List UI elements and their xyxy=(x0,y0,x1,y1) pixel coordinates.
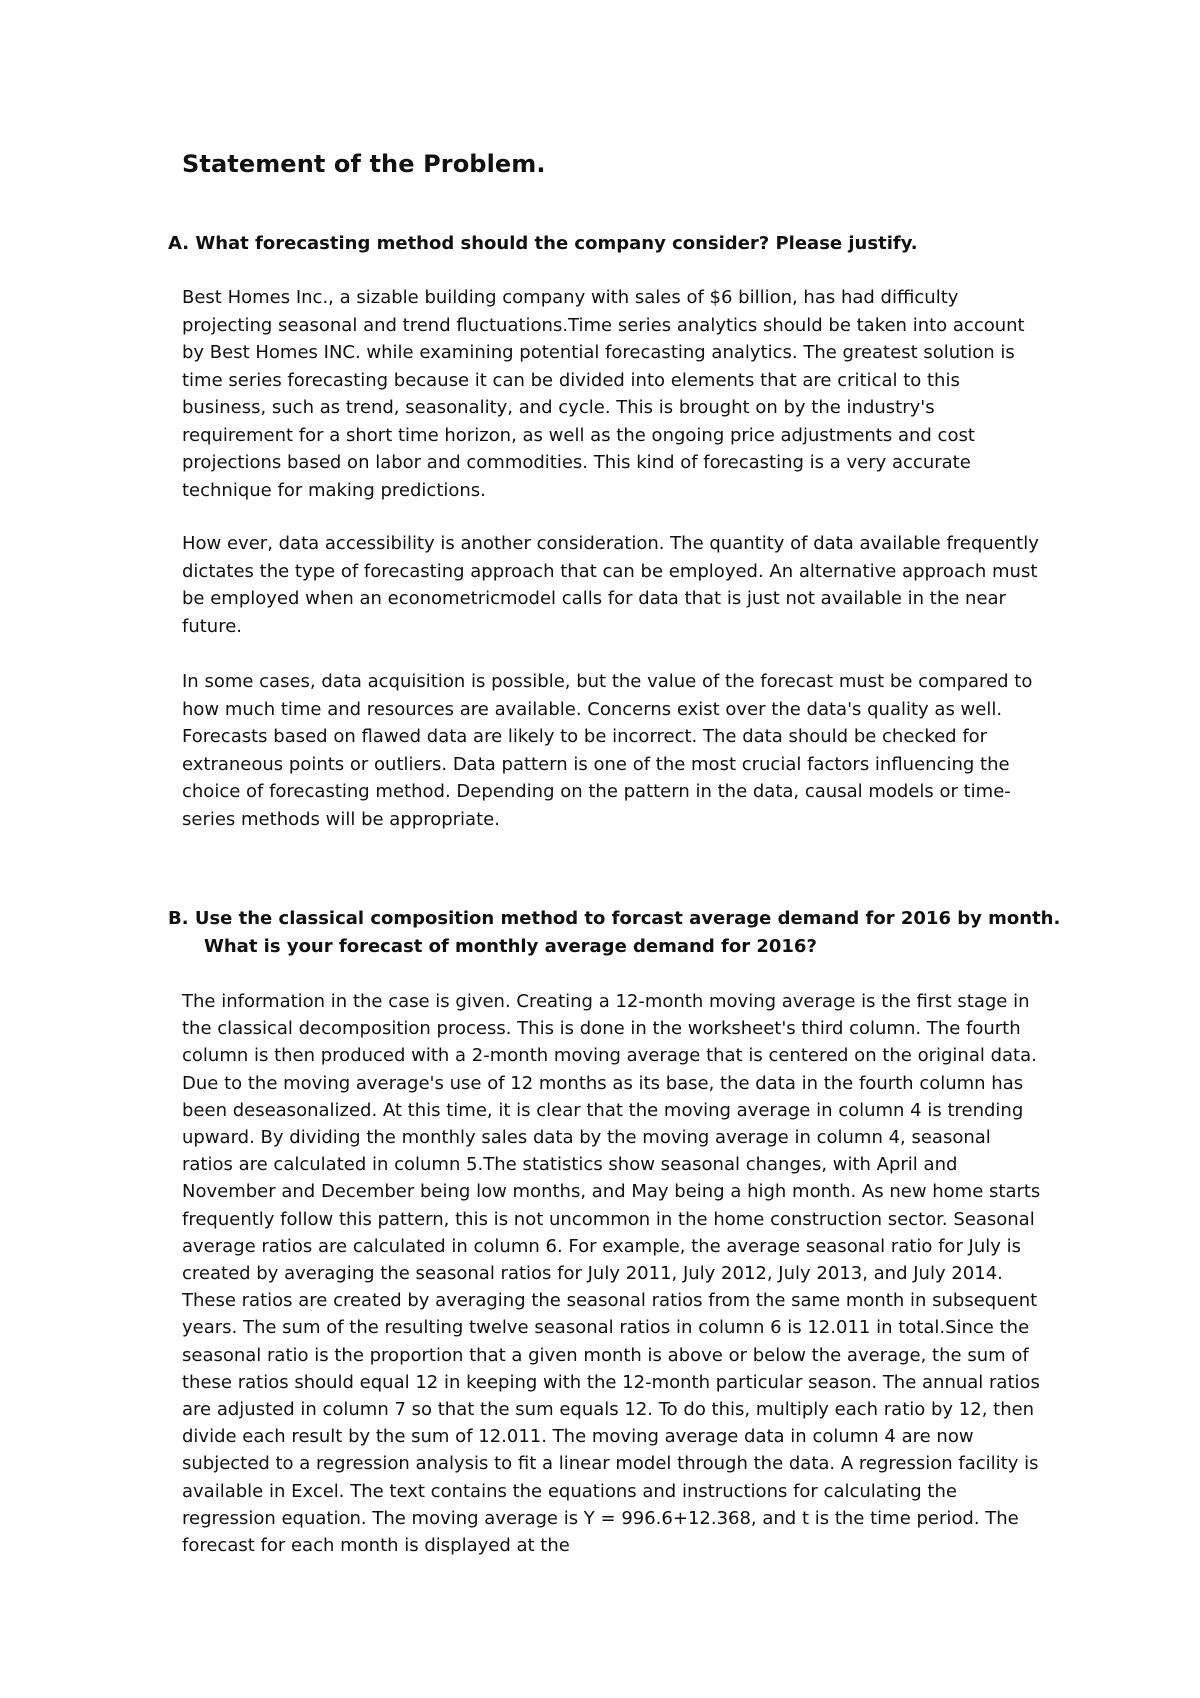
question-b-heading xyxy=(168,905,1068,961)
question-a-heading: A. What forecasting method should the company consider? Please justify. xyxy=(168,233,918,254)
answer-a-paragraph-1: Best Homes Inc., a sizable building company with sales of $6 billion, has had difficulty projecting seasonal and trend fluctuations.Time series analytics should be taken into account by Best Homes INC. while examining potential forecasting analytics. The greatest solution is time series forecasting because it can be divided into elements that are critical to this business, such as trend, seasonality, and cycle. This is brought on by the industry's requirement for a short time horizon, as well as the ongoing price adjustments and cost projections based on labor and commodities. This kind of forecasting is a very accurate technique for making predictions. xyxy=(182,287,1025,501)
answer-b-paragraph: The information in the case is given. Creating a 12-month moving average is the first stage in the classical decomposition process. This is done in the worksheet's third column. The fourth column is then produced with a 2-month moving average that is centered on the original data. Due to the moving average's use of 12 months as its base, the data in the fourth column has been deseasonalized. At this time, it is clear that the moving average in column 4 is trending upward. By dividing the monthly sales data by the moving average in column 4, seasonal ratios are calculated in column 5.The statistics show seasonal changes, with April and November and December being low months, and May being a high month. As new home starts frequently follow this pattern, this is not uncommon in the home construction sector. Seasonal average ratios are calculated in column 6. For example, the average seasonal ratio for July is created by averaging the seasonal ratios for July 2011, July 2012, July 2013, and July 2014. These ratios are created by averaging the seasonal ratios from the same month in subsequent years. The sum of the resulting twelve seasonal ratios in column 6 is 12.011 in total.Since the seasonal ratio is the proportion that a given month is above or below the average, the sum of these ratios should equal 12 in keeping with the 12-month particular season. The annual ratios are adjusted in column 7 so that the sum equals 12. To do this, multiply each ratio by 12, then divide each result by the sum of 12.011. The moving average data in column 4 are now subjected to a regression analysis to fit a linear model through the data. A regression facility is available in Excel. The text contains the equations and instructions for calculating the regression equation. The moving average is Y = 996.6+12.368, and t is the time period. The forecast for each month is displayed at the xyxy=(182,991,1041,1557)
question-b-line-2: What is your forecast of monthly average demand for 2016? xyxy=(204,936,817,957)
document-title: Statement of the Problem. xyxy=(182,150,546,178)
question-b-line-1: B. Use the classical composition method to forcast average demand for 2016 by month. xyxy=(168,908,1061,929)
answer-a-paragraph-3: In some cases, data acquisition is possible, but the value of the forecast must be compared to how much time and resources are available. Concerns exist over the data's quality as well. Forecasts based on flawed data are likely to be incorrect. The data should be checked for extraneous points or outliers. Data pattern is one of the most crucial factors influencing the choice of forecasting method. Depending on the pattern in the data, causal models or time-series methods will be appropriate. xyxy=(182,671,1033,830)
answer-a-paragraph-2: How ever, data accessibility is another consideration. The quantity of data available frequently dictates the type of forecasting approach that can be employed. An alternative approach must be employed when an econometricmodel calls for data that is just not available in the near future. xyxy=(182,533,1039,637)
